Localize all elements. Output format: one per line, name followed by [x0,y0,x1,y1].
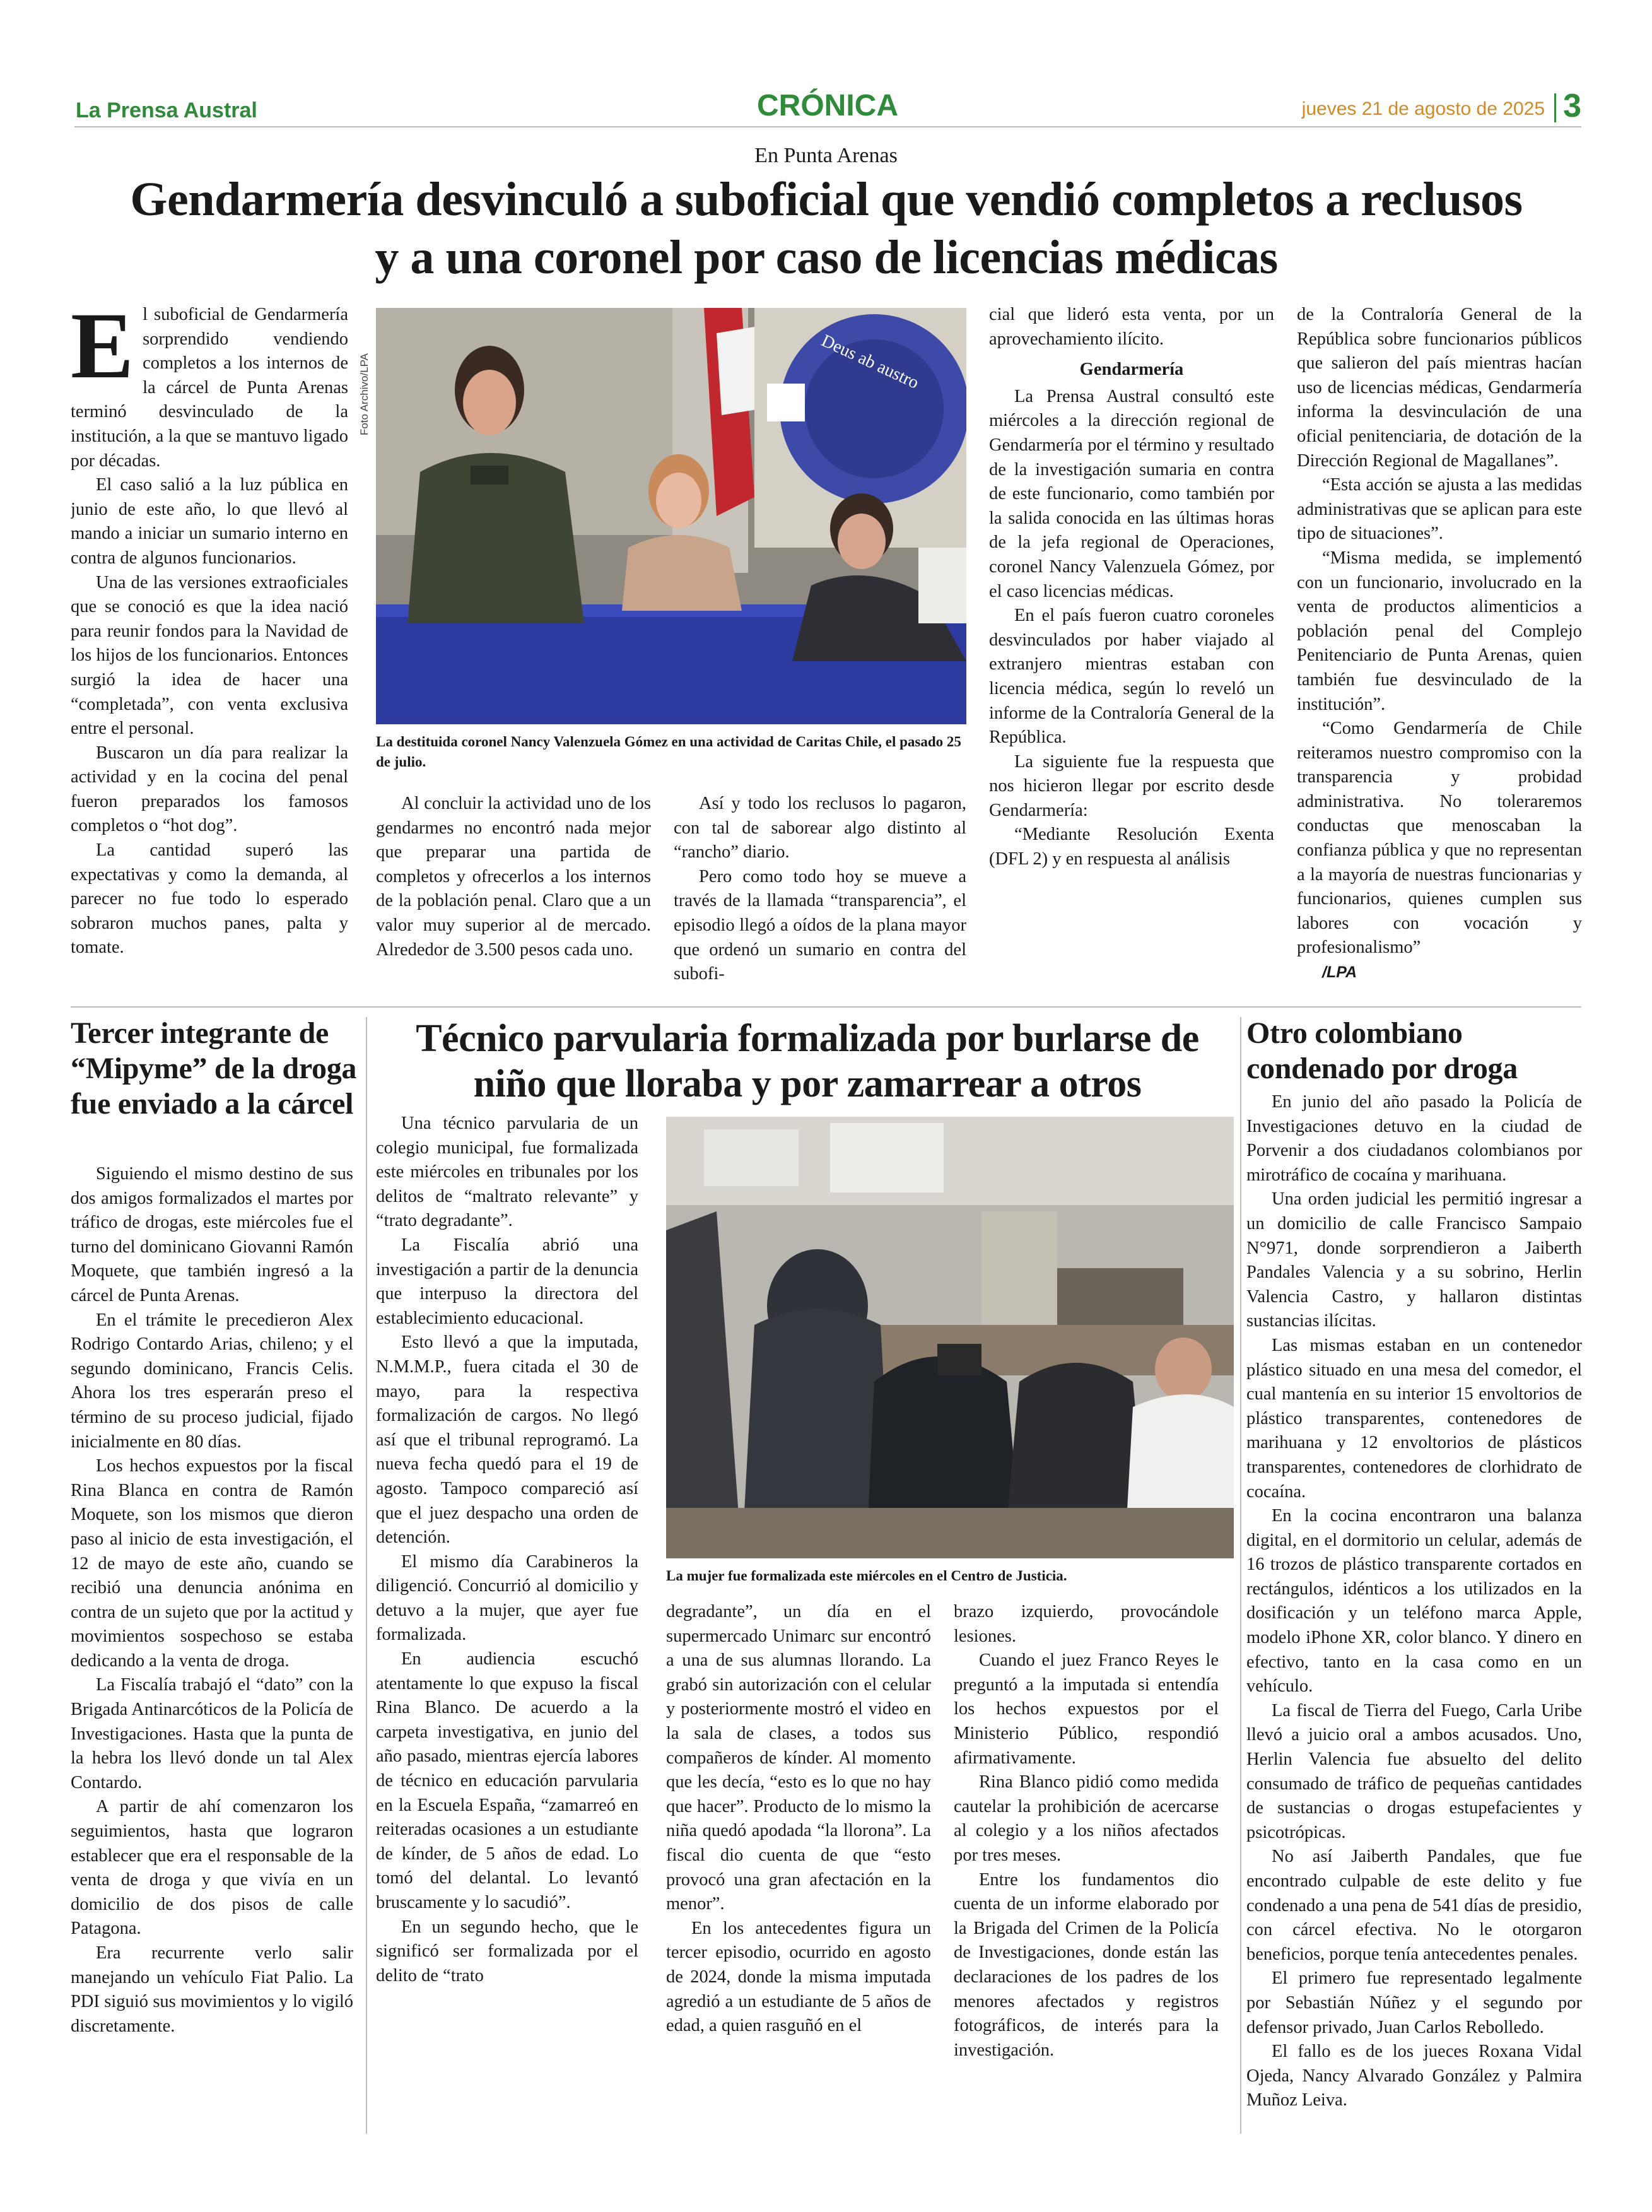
paragraph: “Misma medida, se implementó con un funcionario, involucrado en la venta de productos alimenticios a población penal del Complejo Penitenciario de Punta Arenas, quien también fue desvinculado de la institución”. [1297,548,1582,714]
main-photo-caption: La destituida coronel Nancy Valenzuela Gómez en una actividad de Caritas Chile, el pasado 25 de julio. [376,734,961,770]
paragraph: El mismo día Carabineros la diligenció. Concurrió al domicilio y detuvo a la mujer, que ayer fue formalizada. [376,1551,638,1645]
paragraph: “Como Gendarmería de Chile reiteramos nuestro compromiso con la transparencia y probidad administrativa. No toleraremos conductas que menoscaban la confianza pública y que no representan a la mayoría de nuestras funcionarias y funcionarios, quienes cumplen sus labores con vocación y profesionalismo” [1297,719,1582,958]
paragraph: Pero como todo hoy se mueve a través de la llamada “transparencia”, el episodio llegó a oídos de la plana mayor que ordenó un sumario en contra del subofi- [674,866,966,984]
paragraph: En audiencia escuchó atentamente lo que expuso la fiscal Rina Blanco. De acuerdo a la carpeta investigativa, en junio del año pasado, mientras ejercía labores de técnico en educación parvularia en la Escuela España, “zamarreó en reiteradas ocasiones a un estudiante de kínder, de 5 años de edad. Lo tomó del delantal. Lo levantó bruscamente y lo sacudió”. [376,1649,638,1912]
column-divider [366,1017,367,2134]
paragraph: La siguiente fue la respuesta que nos hicieron llegar por escrito desde Gendarmería: [989,751,1274,820]
paragraph: La Prensa Austral consultó este miércoles a la dirección regional de Gendarmería por el término y resultado de la investigación sumaria en contra de este funcionario, como también por la salida conocida en las últimas horas de la jefa regional de Operaciones, coronel Nancy Valenzuela Gómez, por el caso licencias médicas. [989,386,1274,601]
paragraph: En los antecedentes figura un tercer episodio, ocurrido en agosto de 2024, donde la misma imputada agredió a un estudiante de 5 años de edad, a quien rasguñó en el [666,1918,931,2036]
center-photo-caption: La mujer fue formalizada este miércoles en el Centro de Justicia. [666,1568,1067,1584]
header-separator [1554,93,1556,122]
paragraph: Esto llevó a que la imputada, N.M.M.P., fuera citada el 30 de mayo, para la respectiva formalización de cargos. No llegó así que el tribunal reprogramó. La nueva fecha quedó para el 19 de agosto. Tampoco compareció así que el juez despacho una orden de detención. [376,1332,638,1548]
right-story-body [1246,1090,1582,2134]
center-column-2 [666,1600,931,2134]
paragraph: Los hechos expuestos por la fiscal Rina Blanca en contra de Ramón Moquete, son los mismos que dieron paso al inicio de esta investigación, el 12 de mayo de este año, cuando se recibió una denuncia anónima en contra de un sujeto que por la actitud y movimientos sospechoso se estaba dedicando a la venta de droga. [71,1456,353,1671]
drop-cap: E [71,303,134,398]
main-column-5 [1297,303,1582,991]
paragraph: Siguiendo el mismo destino de sus dos amigos formalizados el martes por tráfico de drogas, este miércoles fue el turno del dominicano Giovanni Ramón Moquete, que también ingresó a la cárcel de Punta Arenas. [71,1164,353,1305]
paragraph: Era recurrente verlo salir manejando un vehículo Fiat Palio. La PDI siguió sus movimientos y lo vigiló discretamente. [71,1943,353,2036]
subheading-gendarmeria: Gendarmería [1079,360,1184,380]
paragraph: El fallo es de los jueces Roxana Vidal Ojeda, Nancy Alvarado González y Palmira Muñoz Leiva. [1246,2042,1582,2110]
photo-sign-text: Deus ab austro [818,331,922,393]
column-divider [1240,1017,1241,2134]
paragraph: degradante”, un día en el supermercado Unimarc sur encontró a una de sus alumnas llorando. La grabó sin autorización con el celular y posteriormente mostró el video en la sala de clases, a todos sus compañeros de kínder. Al momento que les decía, “esto es lo que no hay que hacer”. Producto de lo mismo la niña quedó apodada “la llorona”. La fiscal dio cuenta de que “esto provocó una gran afectación en la menor”. [666,1602,931,1914]
paragraph: Una técnico parvularia de un colegio municipal, fue formalizada este miércoles en tribunales por los delitos de “maltrato relevante” y “trato degradante”. [376,1114,638,1231]
paragraph: La Fiscalía trabajó el “dato” con la Brigada Antinarcóticos de la Policía de Investigaciones. Hasta que la punta de la hebra los llevó donde un tal Alex Contardo. [71,1675,353,1792]
paragraph: El primero fue representado legalmente por Sebastián Núñez y el segundo por defensor privado, Juan Carlos Rebolledo. [1246,1968,1582,2037]
paragraph: l suboficial de Gendarmería sorprendido vendiendo completos a los internos de la cárcel de Punta Arenas terminó desvinculado de la institución, a la que se mantuvo ligado por décadas. [71,305,348,471]
paragraph: En un segundo hecho, que le significó ser formalizada por el delito de “trato [376,1917,638,1986]
left-story-title: Tercer integrante de “Mipyme” de la droga fue enviado a la cárcel [71,1016,357,1121]
paragraph: En el país fueron cuatro coroneles desvinculados por haber viajado al extranjero mientras estaban con licencia médica, según lo reveló un informe de la Contraloría General de la República. [989,606,1274,748]
center-column-3 [954,1600,1219,2134]
center-photo [666,1117,1234,1558]
paragraph: Entre los fundamentos dio cuenta de un informe elaborado por la Brigada del Crimen de la Policía de Investigaciones, donde están las declaraciones de los padres de los menores afectados y registros fotográficos, de interés para la investigación. [954,1869,1219,2060]
signature: /LPA [1322,963,1357,982]
paragraph: Una orden judicial les permitió ingresar a un domicilio de calle Francisco Sampaio N°971, donde sorprendieron a Jaiberth Pandales Valencia y a su sobrino, Herlin Valencia Castro, y hallaron distintas sustancias ilícitas. [1246,1189,1582,1331]
main-column-3 [674,792,966,991]
section-name: CRÓNICA [757,89,898,122]
paragraph: “Mediante Resolución Exenta (DFL 2) y en respuesta al análisis [989,825,1274,869]
paragraph: Buscaron un día para realizar la actividad y en la cocina del penal fueron preparados los famosos completos o “hot dog”. [71,743,348,836]
section-divider [71,1006,1581,1008]
newspaper-name: La Prensa Austral [76,98,257,122]
main-column-1 [71,303,348,991]
paragraph: En el trámite le precedieron Alex Rodrigo Contardo Arias, chileno; y el segundo dominicano, Francis Celis. Ahora los tres esperarán preso el término de su proceso judicial, fijado inicialmente en 80 días. [71,1310,353,1452]
paragraph: de la Contraloría General de la República sobre funcionarios públicos que salieron del país mientras hacían uso de licencias médicas, Gendarmería informa la desvinculación de una oficial penitenciaria, de dotación de la Dirección Regional de Magallanes”. [1297,305,1582,471]
paragraph: La cantidad superó las expectativas y como la demanda, al parecer no fue todo lo esperado sobraron muchos panes, palta y tomate. [71,840,348,958]
main-column-4 [989,303,1274,991]
paragraph [1297,960,1582,985]
paragraph: Rina Blanco pidió como medida cautelar la prohibición de acercarse al colegio y a los niños afectados por tres meses. [954,1772,1219,1865]
paragraph: Una de las versiones extraoficiales que se conoció es que la idea nació para reunir fondos para la Navidad de los hijos de los funcionarios. Entonces surgió la idea de hacer una “completada”, con venta exclusiva entre el personal. [71,572,348,739]
main-photo [376,308,966,724]
main-column-2 [376,792,651,991]
center-column-1 [376,1112,638,2134]
paragraph: Así y todo los reclusos lo pagaron, con tal de saborear algo distinto al “rancho” diario. [674,794,966,862]
paragraph: El caso salió a la luz pública en junio de este año, lo que llevó al mando a iniciar un sumario interno en contra de algunos funcionarios. [71,475,348,568]
issue-date: jueves 21 de agosto de 2025 [1301,98,1545,119]
paragraph: A partir de ahí comenzaron los seguimientos, hasta que lograron establecer que era el responsable de la venta de droga y que vivía en un domicilio de dos pisos de calle Patagona. [71,1797,353,1939]
paragraph: En junio del año pasado la Policía de Investigaciones detuvo en la ciudad de Porvenir a dos ciudadanos colombianos por mirotráfico de cocaína y marihuana. [1246,1092,1582,1185]
paragraph: Cuando el juez Franco Reyes le preguntó a la imputada si entendía los hechos expuestos por el Ministerio Público, respondió afirmativamente. [954,1650,1219,1768]
paragraph: La Fiscalía abrió una investigación a partir de la denuncia que interpuso la directora del establecimiento educacional. [376,1235,638,1328]
paragraph: cial que lideró esta venta, por un aprovechamiento ilícito. [989,305,1274,349]
photo-credit: Foto Archivo/LPA [358,353,370,435]
courtroom-photo-illustration [666,1117,1234,1558]
paragraph: En la cocina encontraron una balanza digital, en el dormitorio un celular, además de 16 trozos de plástico transparente cortados en rectángulos, idénticos a los utilizados en la dosificación y un teléfono marca Apple, modelo iPhone XR, color blanco. Y dinero en efectivo, tanto en la casa como en un vehículo. [1246,1506,1582,1697]
paragraph: brazo izquierdo, provocándole lesiones. [954,1602,1219,1646]
paragraph: Al concluir la actividad uno de los gendarmes no encontró nada mejor que preparar una partida de completos y ofrecerlos a los internos de la población penal. Claro que a un valor muy superior al de mercado. Alrededor de 3.500 pesos cada uno. [376,794,651,960]
main-headline: Gendarmería desvinculó a suboficial que vendió completos a reclusos y a una coronel por caso de licencias médicas [130,173,1523,284]
right-story-title: Otro colombiano condenado por droga [1246,1016,1518,1085]
paragraph: “Esta acción se ajusta a las medidas administrativas que se aplican para este tipo de situaciones”. [1297,475,1582,544]
main-kicker: En Punta Arenas [754,144,898,167]
paragraph: No así Jaiberth Pandales, que fue encontrado culpable de este delito y fue condenado a una pena de 541 días de presidio, con cárcel efectiva. No le otorgaron beneficios, porque tenía antecedentes penales. [1246,1847,1582,1964]
paragraph: La fiscal de Tierra del Fuego, Carla Uribe llevó a juicio oral a ambos acusados. Uno, Herlin Valencia fue absuelto del delito consumado de tráfico de pequeñas cantidades de sustancias o drogas estupefacientes y psicotrópicas. [1246,1700,1582,1842]
paragraph: Las mismas estaban en un contenedor plástico situado en una mesa del comedor, el cual mantenía en su interior 15 envoltorios de plástico transparentes, contenedores de marihuana y 12 envoltorios de plásticos transparentes, contenedores de clorhidrato de cocaína. [1246,1335,1582,1502]
center-story-title: Técnico parvularia formalizada por burlarse de niño que lloraba y por zamarrear a otros [416,1017,1199,1105]
left-story-body [71,1162,353,2134]
header-rule [74,126,1581,127]
page-number: 3 [1563,88,1581,124]
